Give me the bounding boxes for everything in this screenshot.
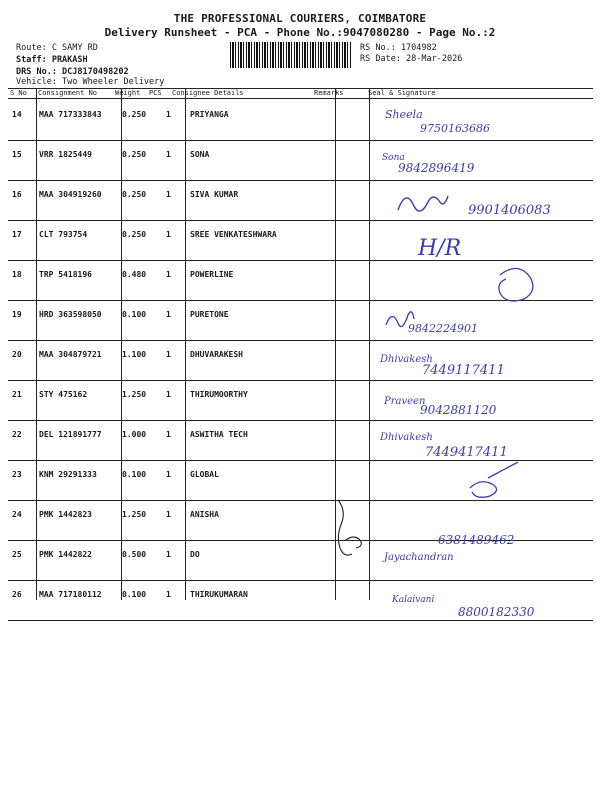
row-weight: 1.250 — [122, 510, 147, 519]
signature-14: Sheela — [385, 108, 423, 121]
rs-number: RS No.: 1704982 — [360, 43, 437, 53]
table-row — [8, 460, 593, 500]
table-row — [8, 340, 593, 380]
drs-label: DRS No.: DCJ8170498202 — [16, 67, 129, 77]
row-consignee: SREE VENKATESHWARA — [190, 230, 277, 239]
row-weight: 0.100 — [122, 310, 147, 319]
row-pcs: 1 — [166, 310, 171, 319]
row-pcs: 1 — [166, 590, 171, 599]
row-consignment-no: STY 475162 — [39, 390, 88, 399]
row-consignee: PRIYANGA — [190, 110, 229, 119]
col-pcs: PCS — [149, 89, 162, 97]
route-label: Route: C SAMY RD — [16, 43, 98, 53]
row-consignment-no: DEL 121891777 — [39, 430, 102, 439]
col-consignee: Consignee Details — [172, 89, 244, 97]
row-consignment-no: HRD 363598050 — [39, 310, 102, 319]
row-consignee: THIRUMOORTHY — [190, 390, 248, 399]
staff-label: Staff: PRAKASH — [16, 55, 88, 65]
row-pcs: 1 — [166, 150, 171, 159]
col-weight: Weight — [115, 89, 141, 97]
row-consignment-no: MAA 717333843 — [39, 110, 102, 119]
signature-17: H/R — [418, 236, 462, 261]
row-weight: 0.250 — [122, 150, 147, 159]
row-pcs: 1 — [166, 510, 171, 519]
signature-20: Dhivakesh — [380, 354, 433, 365]
table-row — [8, 580, 593, 620]
signature-number-14: 9750163686 — [420, 122, 490, 135]
table-row — [8, 500, 593, 540]
row-sno: 14 — [12, 110, 22, 119]
signature-number-19: 9842224901 — [408, 322, 478, 335]
signature-number-15: 9842896419 — [398, 161, 475, 175]
row-pcs: 1 — [166, 390, 171, 399]
row-sno: 21 — [12, 390, 22, 399]
table-row — [8, 540, 593, 580]
row-consignment-no: MAA 304879721 — [39, 350, 102, 359]
row-sno: 16 — [12, 190, 22, 199]
col-seal-signature: Seal & Signature — [368, 89, 436, 97]
table-row — [8, 100, 593, 140]
signature-22: Dhivakesh — [380, 432, 433, 443]
row-consignment-no: TRP 5418196 — [39, 270, 92, 279]
row-consignee: SIVA KUMAR — [190, 190, 239, 199]
row-consignee: ASWITHA TECH — [190, 430, 248, 439]
table-row — [8, 140, 593, 180]
row-consignment-no: CLT 793754 — [39, 230, 88, 239]
row-sno: 26 — [12, 590, 22, 599]
row-weight: 0.100 — [122, 470, 147, 479]
row-weight: 0.250 — [122, 190, 147, 199]
table-row — [8, 180, 593, 220]
signature-number-26: 8800182330 — [458, 605, 535, 619]
row-sno: 25 — [12, 550, 22, 559]
row-pcs: 1 — [166, 230, 171, 239]
row-sno: 24 — [12, 510, 22, 519]
table-row — [8, 300, 593, 340]
row-consignee: PURETONE — [190, 310, 229, 319]
row-pcs: 1 — [166, 270, 171, 279]
row-consignment-no: PMK 1442823 — [39, 510, 92, 519]
row-pcs: 1 — [166, 550, 171, 559]
row-consignment-no: MAA 304919260 — [39, 190, 102, 199]
signature-26: Kalaivani — [392, 595, 435, 605]
signature-15: Sona — [382, 153, 405, 163]
row-consignee: DO — [190, 550, 200, 559]
signature-number-21: 9042881120 — [420, 403, 497, 417]
signature-21: Praveen — [384, 396, 426, 407]
row-consignment-no: MAA 717180112 — [39, 590, 102, 599]
row-weight: 0.250 — [122, 110, 147, 119]
runsheet-subtitle: Delivery Runsheet - PCA - Phone No.:9047080280 - Page No.:2 — [104, 26, 496, 39]
row-sno: 19 — [12, 310, 22, 319]
signature-number-25: 6381489462 — [438, 533, 515, 547]
row-consignment-no: PMK 1442822 — [39, 550, 92, 559]
table-row — [8, 420, 593, 460]
row-weight: 1.000 — [122, 430, 147, 439]
table-row — [8, 220, 593, 260]
table-row — [8, 380, 593, 420]
row-weight: 0.100 — [122, 590, 147, 599]
signature-number-22: 7449417411 — [425, 445, 508, 460]
row-consignee: DHUVARAKESH — [190, 350, 243, 359]
row-sno: 18 — [12, 270, 22, 279]
runsheet-table — [8, 88, 593, 600]
row-weight: 0.480 — [122, 270, 147, 279]
row-sno: 22 — [12, 430, 22, 439]
barcode — [230, 42, 352, 68]
row-consignee: SONA — [190, 150, 210, 159]
row-consignee: GLOBAL — [190, 470, 219, 479]
row-consignee: POWERLINE — [190, 270, 234, 279]
row-weight: 1.250 — [122, 390, 147, 399]
row-weight: 0.500 — [122, 550, 147, 559]
row-pcs: 1 — [166, 110, 171, 119]
row-weight: 1.100 — [122, 350, 147, 359]
row-consignee: ANISHA — [190, 510, 219, 519]
col-consignment: Consignment No — [38, 89, 98, 97]
signature-25: Jayachandran — [384, 552, 454, 563]
row-sno: 15 — [12, 150, 22, 159]
signature-number-16: 9901406083 — [468, 203, 551, 218]
vehicle-label: Vehicle: Two Wheeler Delivery — [16, 77, 165, 87]
row-pcs: 1 — [166, 350, 171, 359]
row-consignment-no: VRR 1825449 — [39, 150, 92, 159]
table-row — [8, 260, 593, 300]
row-sno: 23 — [12, 470, 22, 479]
row-consignment-no: KNM 29291333 — [39, 470, 97, 479]
row-sno: 17 — [12, 230, 22, 239]
col-remarks: Remarks — [314, 89, 344, 97]
row-sno: 20 — [12, 350, 22, 359]
row-divider — [8, 620, 593, 621]
row-pcs: 1 — [166, 190, 171, 199]
row-pcs: 1 — [166, 470, 171, 479]
row-consignee: THIRUKUMARAN — [190, 590, 248, 599]
row-weight: 0.250 — [122, 230, 147, 239]
company-title: THE PROFESSIONAL COURIERS, COIMBATORE — [173, 12, 427, 25]
row-pcs: 1 — [166, 430, 171, 439]
signature-number-20: 7449117411 — [422, 363, 505, 378]
rs-date: RS Date: 28-Mar-2026 — [360, 54, 463, 64]
col-sno: S No — [10, 89, 27, 97]
